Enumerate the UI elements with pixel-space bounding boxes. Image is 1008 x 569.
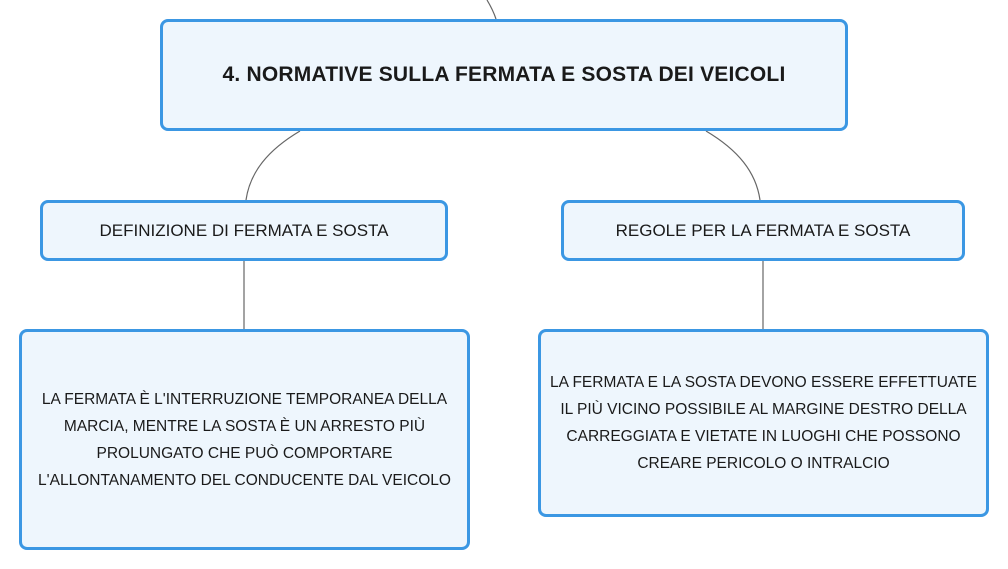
connector-from-parent: [487, 0, 496, 19]
detail-text-definizione: LA FERMATA È L'INTERRUZIONE TEMPORANEA DELLA MARCIA, MENTRE LA SOSTA È UN ARRESTO PIÙ PROLUNGATO CHE PUÒ COMPORTARE L'ALLONTANAMENTO DEL CONDUCENTE DAL VEICOLO: [38, 390, 451, 489]
connector-root-to-regole: [706, 131, 760, 200]
branch-node-definizione[interactable]: [40, 200, 448, 261]
root-topic-node[interactable]: [160, 19, 848, 131]
detail-node-regole[interactable]: [538, 329, 989, 517]
branch-label-definizione: DEFINIZIONE DI FERMATA E SOSTA: [99, 220, 389, 240]
detail-node-definizione[interactable]: [19, 329, 470, 550]
branch-label-regole: REGOLE PER LA FERMATA E SOSTA: [615, 220, 911, 240]
connector-root-to-definizione: [246, 131, 300, 200]
branch-node-regole[interactable]: [561, 200, 965, 261]
detail-text-regole: LA FERMATA E LA SOSTA DEVONO ESSERE EFFETTUATE IL PIÙ VICINO POSSIBILE AL MARGINE DESTRO DELLA CARREGGIATA E VIETATE IN LUOGHI CHE POSSONO CREARE PERICOLO O INTRALCIO: [550, 374, 977, 472]
root-topic-title: 4. NORMATIVE SULLA FERMATA E SOSTA DEI VEICOLI: [222, 63, 786, 86]
